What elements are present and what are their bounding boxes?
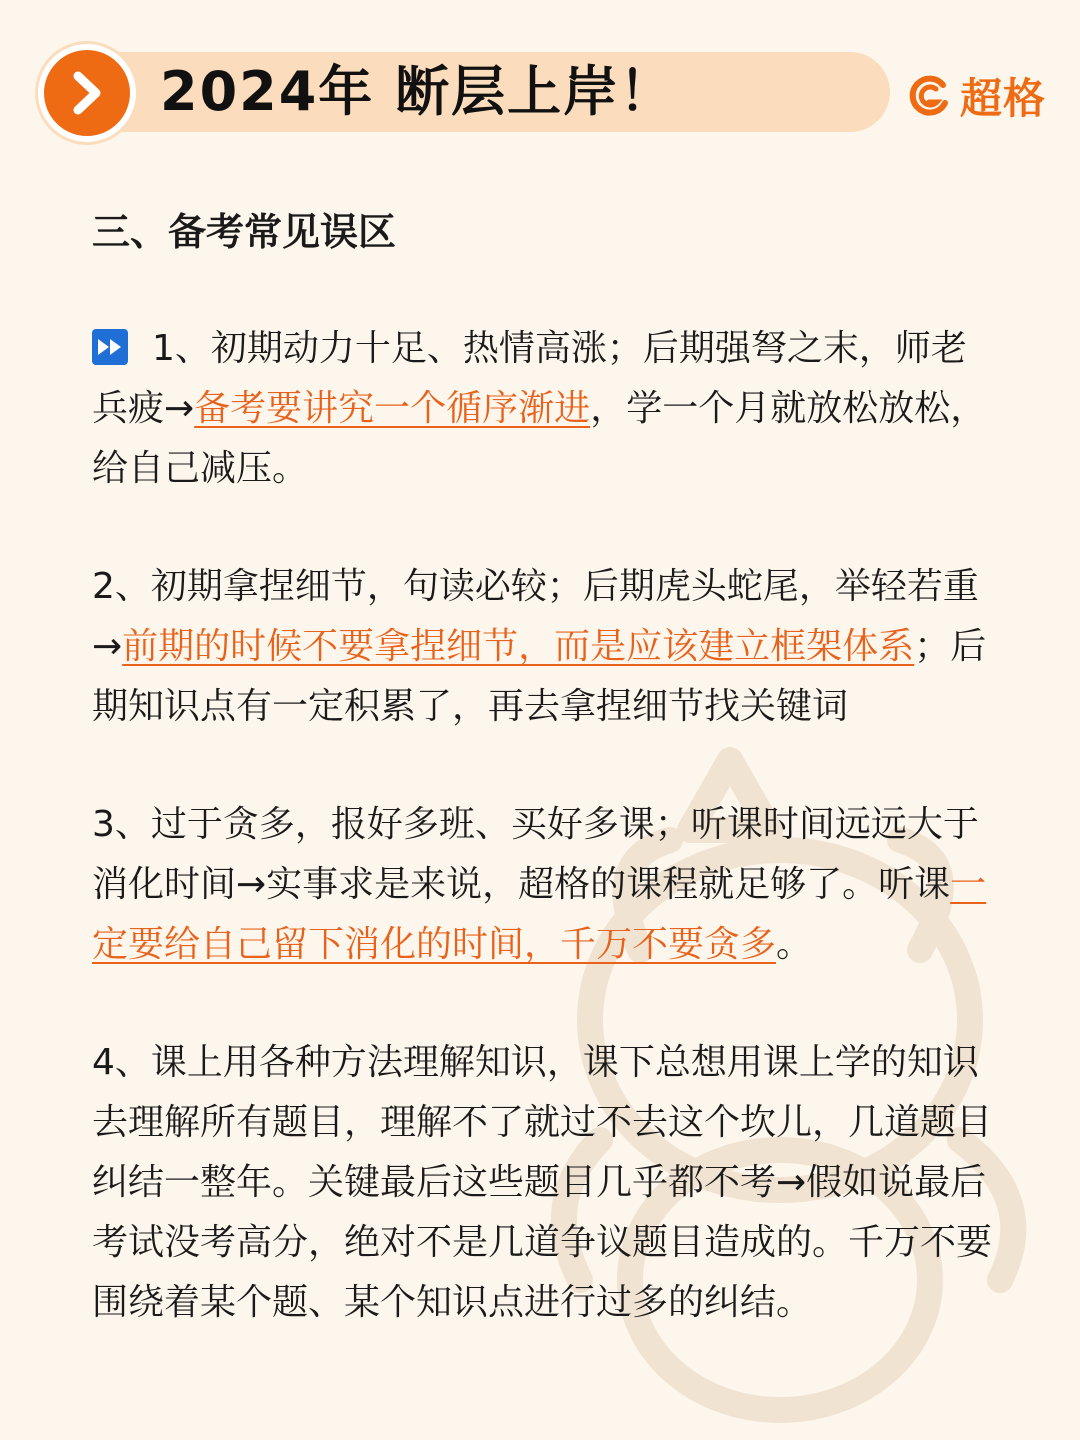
fast-forward-icon bbox=[92, 329, 128, 365]
item-text: 2、初期拿捏细节，句读必较；后期虎头蛇尾，举轻若重→ bbox=[92, 566, 979, 667]
section-heading: 三、备考常见误区 bbox=[92, 210, 397, 254]
brand-logo-icon bbox=[906, 73, 952, 119]
item-highlight: 一定要给自己留下消化的时间，千万不要贪多 bbox=[92, 864, 987, 965]
list-item bbox=[92, 557, 992, 737]
list-item bbox=[92, 319, 992, 499]
brand-name: 超格 bbox=[960, 74, 1047, 123]
item-highlight: 备考要讲究一个循序渐进 bbox=[194, 388, 591, 429]
chevron-right-icon bbox=[64, 70, 110, 116]
item-text: ；后期知识点有一定积累了，再去拿捏细节找关键词 bbox=[92, 626, 987, 727]
article-body bbox=[92, 200, 992, 1333]
page-title: 2024年 断层上岸！ bbox=[160, 60, 676, 123]
item-text: 1、初期动力十足、热情高涨；后期强弩之末，师老兵疲→ bbox=[92, 328, 967, 429]
item-highlight: 前期的时候不要拿捏细节，而是应该建立框架体系 bbox=[122, 626, 915, 667]
item-text: 4、课上用各种方法理解知识，课下总想用课上学的知识去理解所有题目，理解不了就过不去这个坎儿，几道题目纠结一整年。关键最后这些题目几乎都不考→假如说最后考试没考高分，绝对不是几道争议题目造成的。千万不要围绕着某个题、某个知识点进行过多的纠结。 bbox=[92, 1042, 993, 1323]
item-text: 。 bbox=[776, 924, 813, 965]
item-text: 3、过于贪多，报好多班、买好多课；听课时间远远大于消化时间→实事求是来说，超格的课程就足够了。听课 bbox=[92, 804, 979, 905]
header-badge bbox=[38, 44, 136, 142]
brand-logo bbox=[906, 66, 1046, 126]
list-item bbox=[92, 1033, 992, 1333]
list-item bbox=[92, 795, 992, 975]
item-text: ，学一个月就放松放松，给自己减压。 bbox=[92, 388, 987, 489]
